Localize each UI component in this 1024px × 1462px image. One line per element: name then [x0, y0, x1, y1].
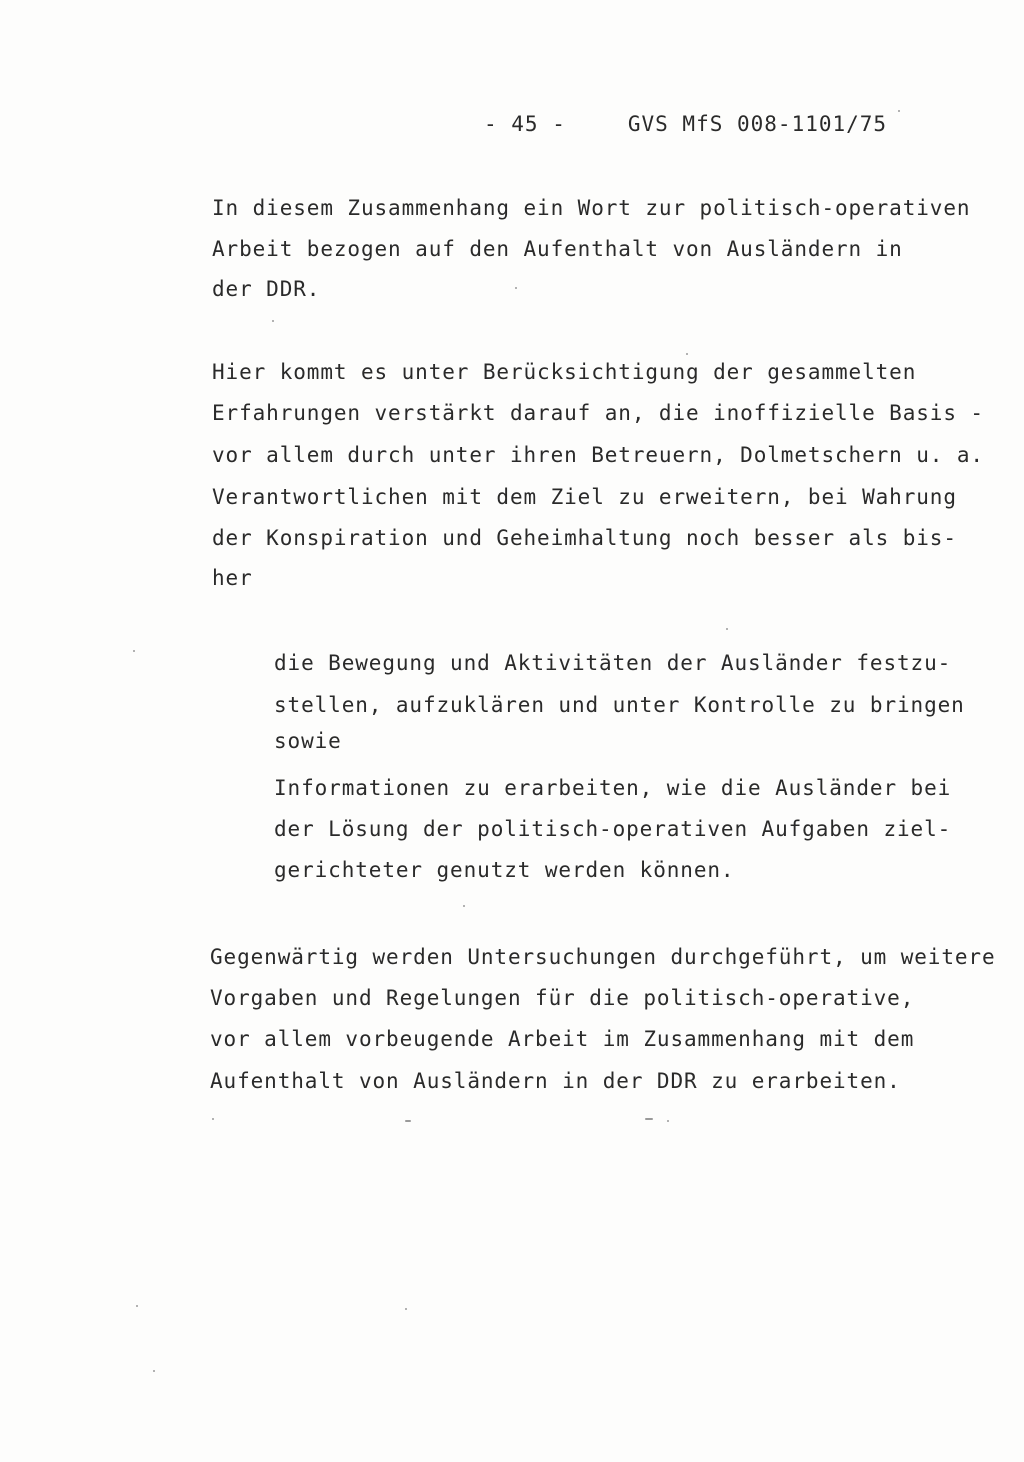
document-id: GVS MfS 008-1101/75 [627, 112, 888, 136]
text-line: der Lösung der politisch-operativen Aufgaben ziel- [274, 817, 952, 841]
text-line: Gegenwärtig werden Untersuchungen durchgeführt, um weitere [210, 945, 996, 969]
scan-speck [405, 1308, 407, 1310]
scan-speck [726, 628, 728, 630]
scan-speck [272, 320, 274, 322]
scan-speck [133, 650, 135, 652]
scan-speck [212, 1118, 214, 1120]
text-line: der Konspiration und Geheimhaltung noch besser als bis- [212, 526, 957, 550]
text-line: Erfahrungen verstärkt darauf an, die inoffizielle Basis - [212, 401, 984, 425]
scan-speck [645, 1118, 653, 1120]
scan-speck [153, 1370, 155, 1372]
scan-speck [136, 1305, 138, 1307]
text-line: In diesem Zusammenhang ein Wort zur politisch-operativen [212, 196, 971, 220]
scan-speck [898, 110, 900, 112]
scan-speck [515, 287, 517, 289]
text-line: vor allem durch unter ihren Betreuern, Dolmetschern u. a. [212, 443, 984, 467]
text-line: Vorgaben und Regelungen für die politisch-operative, [210, 986, 915, 1010]
scan-speck [405, 1120, 411, 1122]
page-number: - 45 - [484, 112, 566, 136]
text-line: der DDR. [212, 277, 321, 301]
scan-speck [667, 1120, 669, 1122]
text-line: Hier kommt es unter Berücksichtigung der gesammelten [212, 360, 917, 384]
text-line: vor allem vorbeugende Arbeit im Zusammenhang mit dem [210, 1027, 915, 1051]
text-line: die Bewegung und Aktivitäten der Ausländer festzu- [274, 651, 952, 675]
text-line: stellen, aufzuklären und unter Kontrolle zu bringen [274, 693, 965, 717]
text-line: Arbeit bezogen auf den Aufenthalt von Ausländern in [212, 237, 903, 261]
text-line: Informationen zu erarbeiten, wie die Ausländer bei [274, 776, 952, 800]
text-line: her [212, 566, 253, 590]
text-line: gerichteter genutzt werden können. [274, 858, 735, 882]
text-line: Aufenthalt von Ausländern in der DDR zu erarbeiten. [210, 1069, 901, 1093]
page-header [484, 112, 887, 136]
scan-speck [686, 353, 688, 355]
text-line: sowie [274, 729, 342, 753]
text-line: Verantwortlichen mit dem Ziel zu erweitern, bei Wahrung [212, 485, 957, 509]
scan-speck [463, 905, 465, 907]
